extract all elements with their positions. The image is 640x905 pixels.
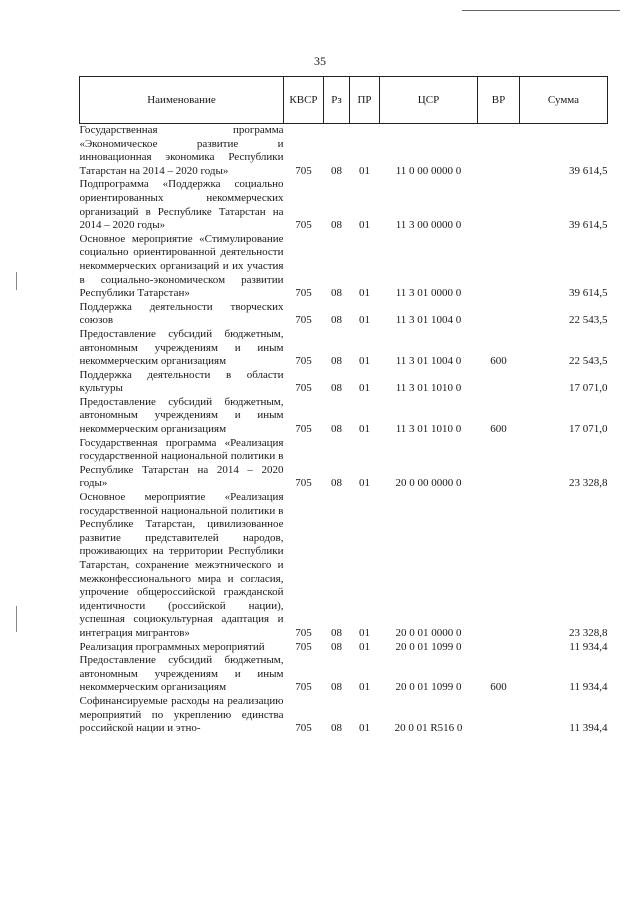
- row-kvsr: 705: [295, 423, 312, 436]
- row-sum: 22 543,5: [569, 355, 608, 368]
- row-kvsr: 705: [295, 722, 312, 735]
- row-name: Предоставление субсидий бюджетным, автономным учреждениям и иным некоммерческим организациям: [79, 395, 284, 436]
- row-rz: 08: [331, 722, 342, 735]
- column-header-vr: ВР: [478, 77, 520, 124]
- row-kvsr: 705: [295, 681, 312, 694]
- row-vr: [478, 491, 520, 641]
- row-csr: 20 0 01 R516 0: [394, 722, 463, 735]
- table-row: [80, 437, 608, 491]
- row-name: Основное мероприятие «Реализация государственной национальной политики в Республике Татарстан, цивилизованное развитие представителей народов, проживающих на территории Республики Татарстан, сохранение межэтнического и межконфессионального мира и согласия, упрочение общероссийской гражданской идентичности (российской нации), успешная социокультурная адаптация и интеграция мигрантов»: [79, 491, 284, 639]
- row-name: Предоставление субсидий бюджетным, автономным учреждениям и иным некоммерческим организациям: [79, 654, 284, 694]
- row-sum: 23 328,8: [569, 477, 608, 490]
- table-row: [80, 491, 608, 641]
- column-header-rz: Рз: [324, 77, 350, 124]
- row-sum: 39 614,5: [569, 219, 608, 232]
- row-pr: 01: [359, 640, 370, 653]
- row-sum: 11 394,4: [569, 722, 608, 735]
- row-name: Основное мероприятие «Стимулирование социально ориентированной деятельности некоммерческих организаций и их участия в социально-экономическом развитии Республики Татарстан»: [79, 232, 284, 300]
- row-csr: 20 0 01 1099 0: [395, 640, 462, 653]
- table-row: [80, 233, 608, 301]
- row-kvsr: 705: [295, 640, 312, 653]
- row-rz: 08: [331, 382, 342, 395]
- row-csr: 20 0 01 0000 0: [395, 626, 462, 639]
- row-sum: 17 071,0: [569, 423, 608, 436]
- row-name: Предоставление субсидий бюджетным, автономным учреждениям и иным некоммерческим организациям: [79, 327, 284, 368]
- row-csr: 11 3 01 1004 0: [395, 314, 462, 327]
- column-header-name: Наименование: [80, 77, 284, 124]
- row-vr: [478, 124, 520, 179]
- margin-mark: [16, 272, 17, 290]
- row-vr: [478, 695, 520, 736]
- row-sum: 22 543,5: [569, 314, 608, 327]
- margin-mark: [16, 606, 17, 632]
- row-rz: 08: [331, 477, 342, 490]
- row-pr: 01: [359, 382, 370, 395]
- row-rz: 08: [331, 681, 342, 694]
- row-csr: 20 0 01 1099 0: [395, 681, 462, 694]
- row-pr: 01: [359, 423, 370, 436]
- row-rz: 08: [331, 626, 342, 639]
- row-name: Реализация программных мероприятий: [79, 640, 265, 653]
- row-csr: 11 3 01 1004 0: [395, 355, 462, 368]
- row-rz: 08: [331, 314, 342, 327]
- row-csr: 11 3 01 1010 0: [395, 382, 462, 395]
- table-row: [80, 641, 608, 655]
- row-rz: 08: [331, 355, 342, 368]
- table-row: [80, 695, 608, 736]
- page-number: 35: [314, 54, 326, 68]
- row-pr: 01: [359, 681, 370, 694]
- row-pr: 01: [359, 477, 370, 490]
- table-row: [80, 369, 608, 396]
- row-sum: 39 614,5: [569, 164, 608, 177]
- row-kvsr: 705: [295, 287, 312, 300]
- row-name: Поддержка деятельности в области культуры: [79, 368, 284, 395]
- row-name: Софинансируемые расходы на реализацию мероприятий по укреплению единства российской нации и этно-: [79, 694, 284, 735]
- row-csr: 20 0 00 0000 0: [395, 477, 462, 490]
- row-kvsr: 705: [295, 477, 312, 490]
- row-csr: 11 0 00 0000 0: [395, 164, 462, 177]
- row-rz: 08: [331, 287, 342, 300]
- column-header-sum: Сумма: [520, 77, 608, 124]
- row-rz: 08: [331, 640, 342, 653]
- row-csr: 11 3 00 0000 0: [395, 219, 462, 232]
- row-pr: 01: [359, 287, 370, 300]
- row-vr: [478, 301, 520, 328]
- row-pr: 01: [359, 164, 370, 177]
- row-rz: 08: [331, 423, 342, 436]
- row-kvsr: 705: [295, 355, 312, 368]
- row-name: Подпрограмма «Поддержка социально ориентированных некоммерческих организаций в Республике Татарстан на 2014 – 2020 годы»: [79, 178, 284, 232]
- row-name: Поддержка деятельности творческих союзов: [79, 300, 284, 327]
- row-pr: 01: [359, 626, 370, 639]
- row-pr: 01: [359, 722, 370, 735]
- row-vr: 600: [490, 355, 507, 368]
- row-vr: 600: [490, 681, 507, 694]
- row-vr: [478, 178, 520, 232]
- top-rule: [462, 10, 620, 11]
- row-pr: 01: [359, 219, 370, 232]
- row-sum: 23 328,8: [569, 626, 608, 639]
- row-pr: 01: [359, 355, 370, 368]
- column-header-csr: ЦСР: [380, 77, 478, 124]
- row-vr: 600: [490, 423, 507, 436]
- row-vr: [478, 369, 520, 396]
- row-pr: 01: [359, 314, 370, 327]
- budget-table: [79, 76, 608, 736]
- row-rz: 08: [331, 164, 342, 177]
- column-header-pr: ПР: [350, 77, 380, 124]
- row-sum: 17 071,0: [569, 382, 608, 395]
- table-row: [80, 301, 608, 328]
- table-row: [80, 396, 608, 437]
- row-sum: 11 934,4: [569, 640, 608, 653]
- row-kvsr: 705: [295, 382, 312, 395]
- row-kvsr: 705: [295, 219, 312, 232]
- row-kvsr: 705: [295, 626, 312, 639]
- row-sum: 11 934,4: [569, 681, 608, 694]
- row-name: Государственная программа «Экономическое развитие и инновационная экономика Республики Татарстан на 2014 – 2020 годы»: [79, 124, 284, 177]
- column-header-kvsr: КВСР: [284, 77, 324, 124]
- row-kvsr: 705: [295, 314, 312, 327]
- row-kvsr: 705: [295, 164, 312, 177]
- table-row: [80, 328, 608, 369]
- row-vr: [478, 437, 520, 491]
- table-row: [80, 124, 608, 179]
- table-row: [80, 178, 608, 232]
- row-vr: [478, 233, 520, 301]
- table-header-row: [80, 77, 608, 124]
- row-rz: 08: [331, 219, 342, 232]
- row-name: Государственная программа «Реализация государственной национальной политики в Республике Татарстан на 2014 – 2020 годы»: [79, 436, 284, 490]
- row-csr: 11 3 01 1010 0: [395, 423, 462, 436]
- row-vr: [478, 641, 520, 655]
- row-sum: 39 614,5: [569, 287, 608, 300]
- table-row: [80, 654, 608, 695]
- row-csr: 11 3 01 0000 0: [395, 287, 462, 300]
